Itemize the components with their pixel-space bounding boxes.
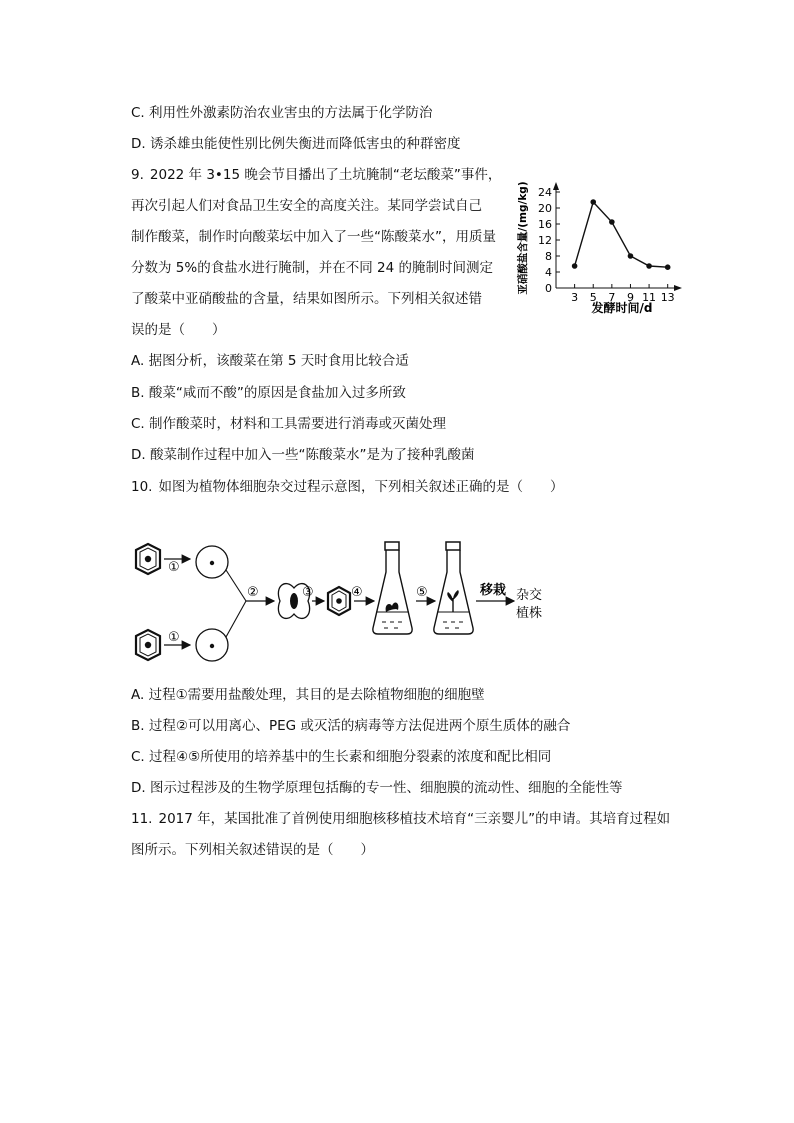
y-tick-label: 24 [538, 186, 552, 199]
q9-stem-line-5: 了酸菜中亚硝酸盐的含量，结果如图所示。下列相关叙述错 [131, 291, 482, 307]
step1-bottom-label: ① [168, 630, 180, 645]
data-point [572, 263, 578, 269]
y-tick-label: 4 [545, 266, 552, 279]
q11-stem-text-1: 2017 年，某国批准了首例使用细胞核移植技术培育“三亲婴儿”的申请。其培育过程如 [158, 811, 671, 827]
protoplast-top [196, 546, 228, 578]
q9-stem-text-1: 2022 年 3•15 晚会节目播出了土坑腌制“老坛酸菜”事件， [149, 167, 502, 183]
nitrite-chart [512, 172, 687, 320]
q9-stem-line-4: 分数为 5%的食盐水进行腌制，并在不同 24 的腌制时间测定 [131, 260, 493, 276]
q10-option-d: D. 图示过程涉及的生物学原理包括酶的专一性、细胞膜的流动性、细胞的全能性等 [131, 780, 623, 796]
y-tick-label: 16 [538, 218, 552, 231]
series-line [575, 202, 668, 267]
protoplast-bottom [196, 629, 228, 661]
x-axis-label: 发酵时间/d [591, 301, 653, 315]
data-point [628, 253, 634, 259]
x-tick-label: 9 [626, 291, 634, 304]
merge-line-bottom [226, 601, 246, 637]
series-points [572, 199, 671, 270]
data-point [665, 264, 671, 270]
q11-stem-line-1 [131, 810, 670, 828]
transplant-label: 移栽 [480, 583, 507, 598]
step3-label: ③ [302, 585, 314, 600]
hybrid-plant-label-line2: 植株 [516, 606, 543, 621]
y-ticks [538, 186, 560, 295]
chart-axes [553, 182, 682, 291]
data-point [590, 199, 596, 205]
y-tick-label: 12 [538, 234, 552, 247]
q9-option-a: A. 据图分析，该酸菜在第 5 天时食用比较合适 [131, 353, 409, 369]
q10-stem-text: 如图为植物体细胞杂交过程示意图，下列相关叙述正确的是（ ） [158, 479, 564, 495]
somatic-hybridization-diagram [128, 538, 568, 666]
q9-stem-line-3: 制作酸菜，制作时向酸菜坛中加入了一些“陈酸菜水”，用质量 [131, 229, 496, 245]
y-axis-arrow [553, 182, 559, 190]
y-tick-label: 20 [538, 202, 552, 215]
q10-stem [131, 478, 563, 496]
q10-option-a: A. 过程①需要用盐酸处理，其目的是去除植物细胞的细胞壁 [131, 687, 485, 703]
x-tick-label: 3 [571, 291, 579, 304]
y-tick-label: 8 [545, 250, 552, 263]
data-point [609, 219, 615, 225]
q10-option-b: B. 过程②可以用离心、PEG 或灭活的病毒等方法促进两个原生质体的融合 [131, 718, 571, 734]
plant-cell-bottom [136, 630, 160, 660]
y-axis-label: 亚硝酸盐含量/(mg/kg) [517, 181, 529, 295]
step4-label: ④ [351, 585, 363, 600]
x-tick-label: 13 [660, 291, 675, 304]
q11-stem-line-2: 图所示。下列相关叙述错误的是（ ） [131, 842, 374, 858]
flask-seedling [434, 542, 473, 634]
q10-option-c: C. 过程④⑤所使用的培养基中的生长素和细胞分裂素的浓度和配比相同 [131, 749, 552, 765]
step5-label: ⑤ [416, 585, 428, 600]
x-axis-arrow [674, 285, 682, 291]
flask-callus [373, 542, 412, 634]
q9-stem-line-6: 误的是（ ） [131, 322, 226, 338]
q9-stem-line-1 [131, 166, 501, 184]
q9-option-d: D. 酸菜制作过程中加入一些“陈酸菜水”是为了接种乳酸菌 [131, 447, 475, 463]
x-tick-label: 5 [589, 291, 597, 304]
data-point [646, 263, 652, 269]
hybrid-plant-label-line1: 杂交 [516, 588, 543, 603]
q9-stem-line-2: 再次引起人们对食品卫生安全的高度关注。某同学尝试自己 [131, 198, 482, 214]
step1-top-label: ① [168, 560, 180, 575]
y-tick-label: 0 [545, 282, 552, 295]
q8-option-d: D. 诱杀雄虫能使性别比例失衡进而降低害虫的种群密度 [131, 136, 461, 152]
x-tick-label: 11 [642, 291, 657, 304]
q9-number: 9. [131, 167, 144, 183]
x-tick-label: 7 [608, 291, 616, 304]
hybrid-cell [328, 587, 350, 615]
merge-line-top [226, 570, 246, 601]
q9-option-b: B. 酸菜“咸而不酸”的原因是食盐加入过多所致 [131, 385, 406, 401]
q9-option-c: C. 制作酸菜时，材料和工具需要进行消毒或灭菌处理 [131, 416, 447, 432]
plant-cell-top [136, 544, 160, 574]
q10-number: 10. [131, 479, 153, 495]
q8-option-c: C. 利用性外激素防治农业害虫的方法属于化学防治 [131, 105, 433, 121]
q11-number: 11. [131, 811, 153, 827]
step2-label: ② [247, 585, 259, 600]
